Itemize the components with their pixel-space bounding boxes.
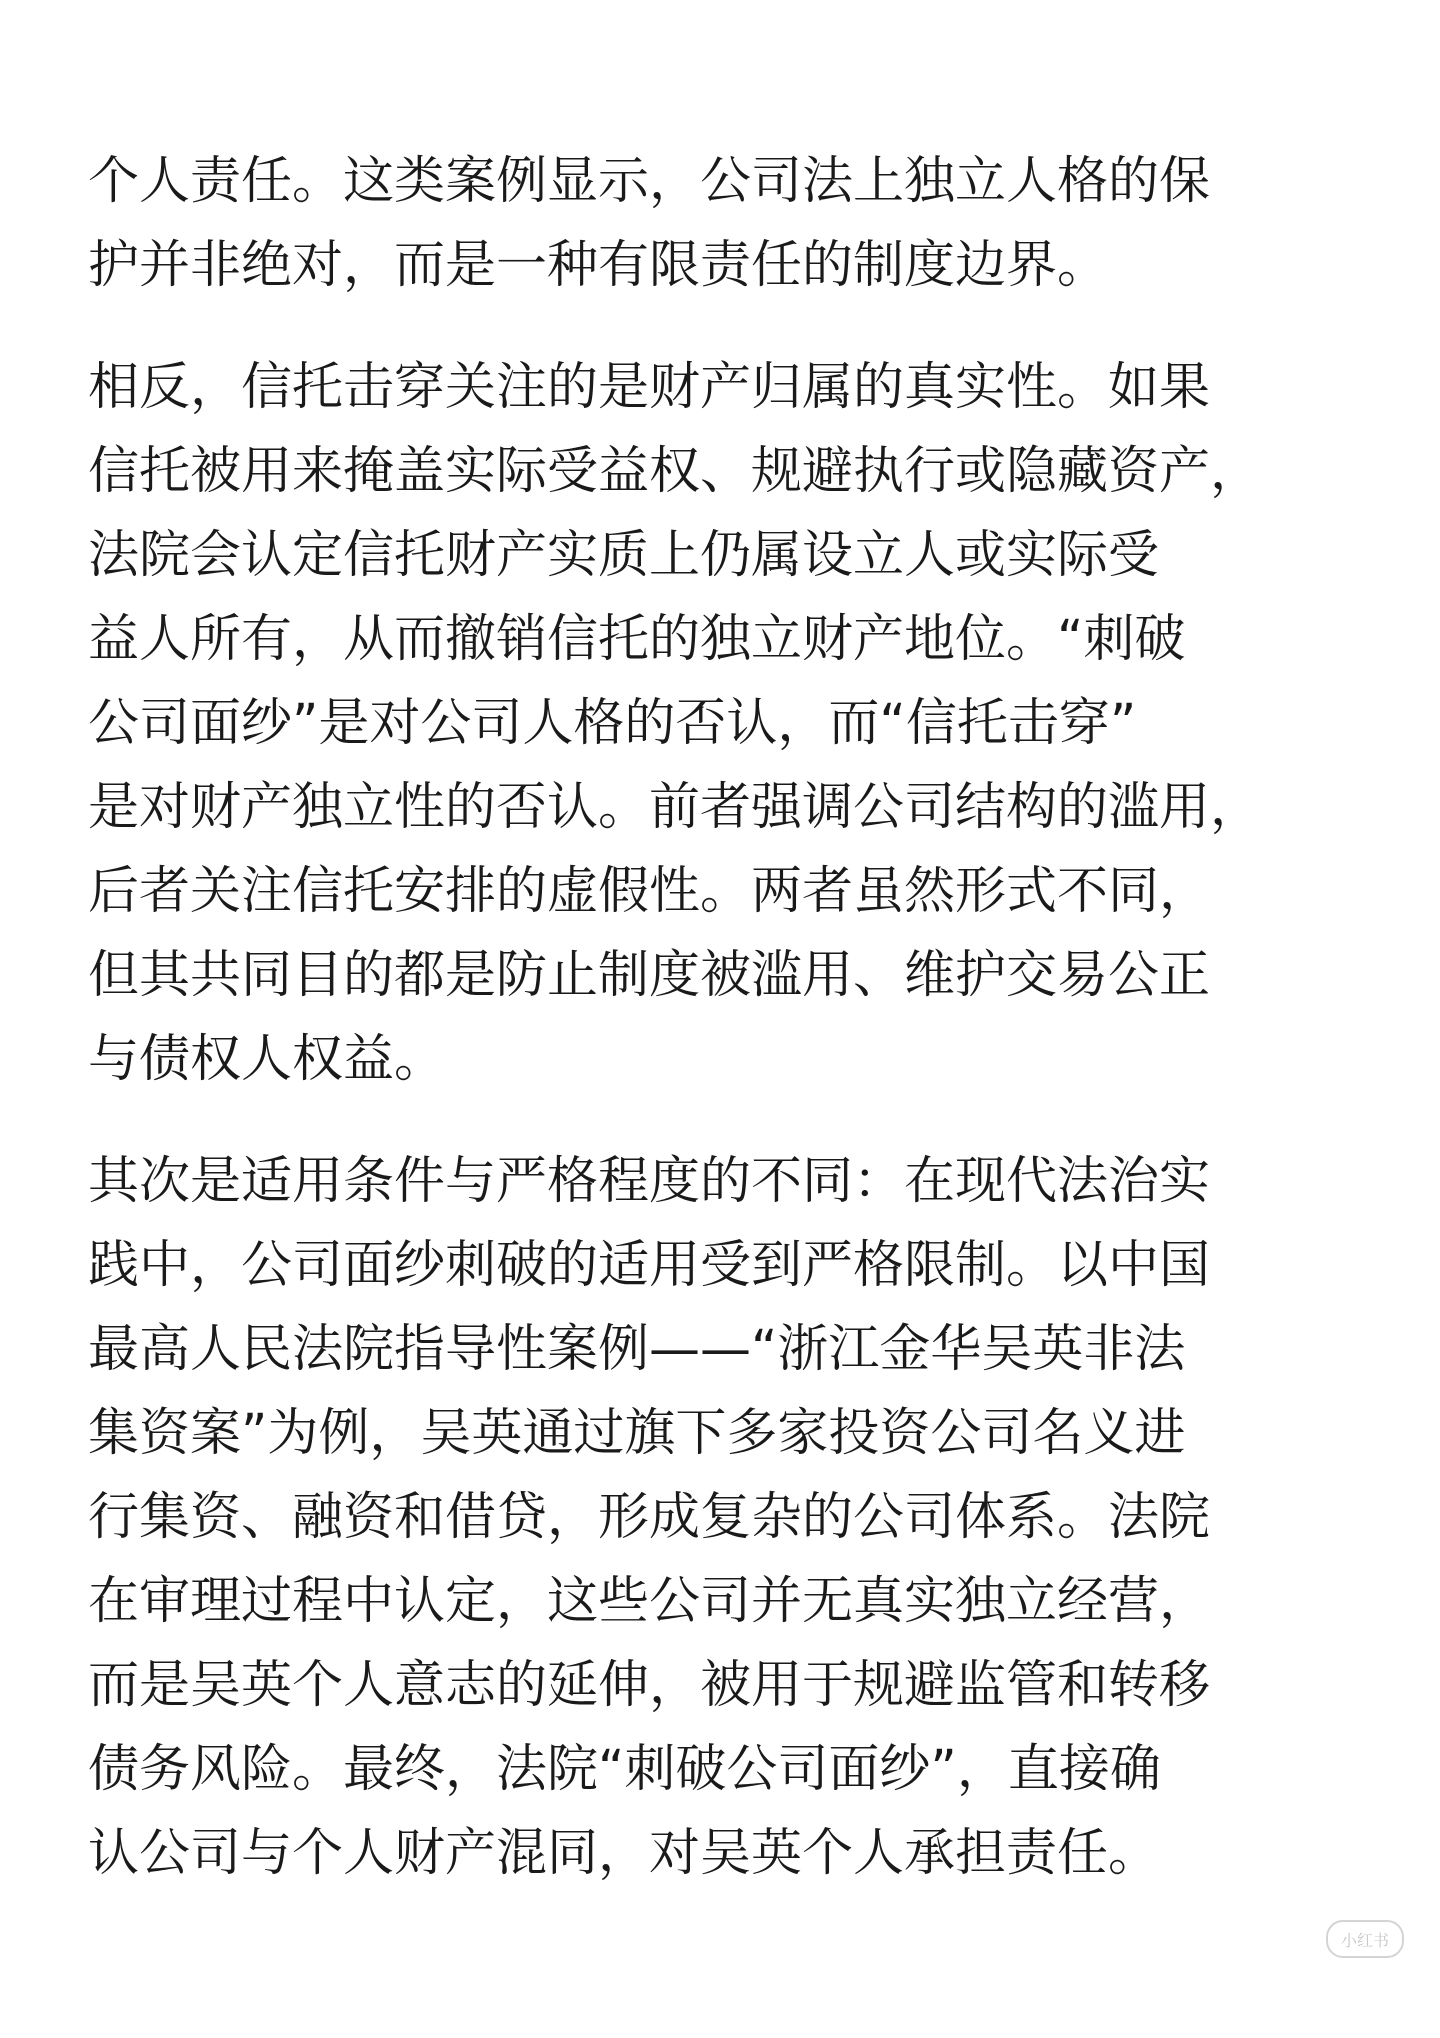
text-line: 在审理过程中认定，这些公司并无真实独立经营， <box>88 1572 1211 1631</box>
paragraph-1 <box>88 140 1366 308</box>
paragraph-3 <box>88 1140 1366 1896</box>
text-line: 最高人民法院指导性案例——“浙江金华吴英非法 <box>88 1320 1186 1379</box>
text-line: 债务风险。最终，法院“刺破公司面纱”，直接确 <box>88 1740 1161 1799</box>
text-line: 是对财产独立性的否认。前者强调公司结构的滥用， <box>88 778 1262 837</box>
text-line: 益人所有，从而撤销信托的独立财产地位。“刺破 <box>88 610 1186 669</box>
text-line: 与债权人权益。 <box>88 1030 446 1089</box>
text-line: 践中，公司面纱刺破的适用受到严格限制。以中国 <box>88 1236 1211 1295</box>
watermark-logo: 小红书 <box>1326 1920 1404 1958</box>
paragraph-2 <box>88 346 1366 1102</box>
text-line: 集资案”为例，吴英通过旗下多家投资公司名义进 <box>88 1404 1186 1463</box>
text-line: 护并非绝对，而是一种有限责任的制度边界。 <box>88 236 1109 295</box>
text-line: 法院会认定信托财产实质上仍属设立人或实际受 <box>88 526 1160 585</box>
text-line: 其次是适用条件与严格程度的不同：在现代法治实 <box>88 1152 1211 1211</box>
text-line: 后者关注信托安排的虚假性。两者虽然形式不同， <box>88 862 1211 921</box>
text-line: 认公司与个人财产混同，对吴英个人承担责任。 <box>88 1824 1160 1883</box>
text-line: 行集资、融资和借贷，形成复杂的公司体系。法院 <box>88 1488 1211 1547</box>
text-line: 相反，信托击穿关注的是财产归属的真实性。如果 <box>88 358 1211 417</box>
text-line: 个人责任。这类案例显示，公司法上独立人格的保 <box>88 152 1211 211</box>
text-line: 但其共同目的都是防止制度被滥用、维护交易公正 <box>88 946 1211 1005</box>
text-line: 信托被用来掩盖实际受益权、规避执行或隐藏资产， <box>88 442 1262 501</box>
text-line: 而是吴英个人意志的延伸，被用于规避监管和转移 <box>88 1656 1211 1715</box>
article-body <box>88 140 1366 1934</box>
text-line: 公司面纱”是对公司人格的否认，而“信托击穿” <box>88 694 1137 753</box>
